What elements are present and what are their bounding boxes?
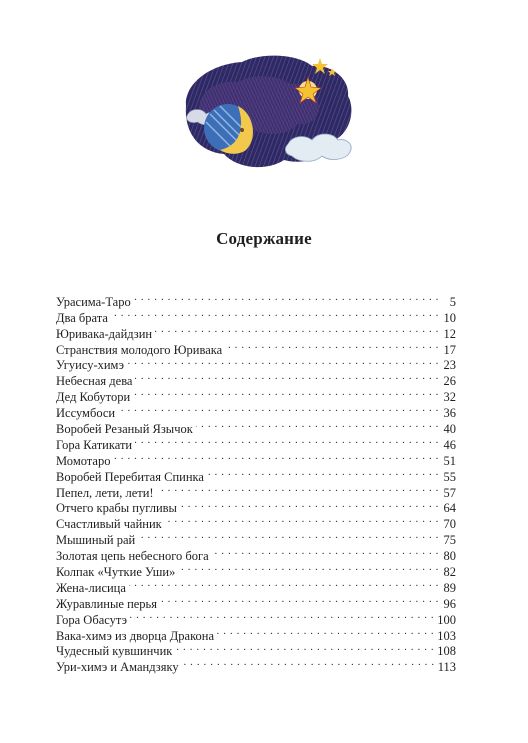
toc-entry-page-number: 70	[443, 517, 456, 532]
toc-entry-page-number: 40	[443, 422, 456, 437]
dot-leader	[130, 608, 434, 624]
dot-leader	[134, 290, 439, 306]
toc-entry-title: Иссумбоси	[56, 406, 116, 421]
toc-entry-page-number: 108	[437, 644, 456, 659]
dot-leader	[129, 576, 439, 592]
toc-entry-title: Гора Катикати	[56, 437, 133, 452]
dot-leader	[217, 624, 434, 640]
toc-entry-title: Урасима-Таро	[56, 294, 131, 309]
toc-entry-title: Воробей Перебитая Спинка	[56, 469, 204, 484]
dot-leader	[135, 433, 439, 449]
dot-leader	[157, 481, 439, 497]
toc-entry	[56, 322, 456, 341]
dot-leader	[178, 560, 439, 576]
toc-entry-page-number: 17	[443, 342, 456, 357]
dot-leader	[118, 401, 439, 417]
toc-entry-page-number: 113	[437, 660, 456, 675]
toc-entry-page-number: 36	[443, 406, 456, 421]
toc-entry-page-number: 5	[449, 294, 456, 309]
dot-leader	[175, 640, 434, 656]
toc-entry-title: Юривака-дайдзин	[56, 326, 153, 341]
dot-leader	[165, 512, 439, 528]
toc-entry-title: Чудесный кувшинчик	[56, 644, 173, 659]
toc-entry-page-number: 26	[443, 374, 456, 389]
toc-entry-page-number: 89	[443, 580, 456, 595]
toc-entry-page-number: 51	[443, 453, 456, 468]
dot-leader	[133, 385, 439, 401]
toc-entry-page-number: 103	[437, 628, 456, 643]
toc-entry-page-number: 80	[443, 549, 456, 564]
toc-entry-page-number: 75	[443, 533, 456, 548]
dot-leader	[196, 417, 439, 433]
toc-entry	[56, 290, 456, 309]
table-of-contents	[56, 290, 456, 675]
dot-leader	[111, 306, 439, 322]
toc-entry-title: Небесная дева	[56, 374, 133, 389]
night-sky-moon-star-picture	[180, 44, 358, 184]
toc-entry-title: Отчего крабы пугливы	[56, 501, 177, 516]
toc-entry-page-number: 100	[437, 612, 456, 627]
toc-entry-title: Золотая цепь небесного бога	[56, 549, 209, 564]
dot-leader	[225, 338, 439, 354]
dot-leader	[135, 369, 439, 385]
toc-entry	[56, 465, 456, 484]
toc-entry-page-number: 55	[443, 469, 456, 484]
contents-heading: Содержание	[216, 229, 312, 248]
toc-entry-title: Дед Кобутори	[56, 390, 131, 405]
dot-leader	[182, 655, 435, 671]
toc-entry-title: Пепел, лети, лети!	[56, 485, 154, 500]
toc-entry-title: Журавлиные перья	[56, 596, 158, 611]
toc-entry-title: Момотаро	[56, 453, 111, 468]
dot-leader	[212, 544, 439, 560]
toc-entry-title: Два брата	[56, 310, 108, 325]
toc-entry-page-number: 10	[443, 310, 456, 325]
night-sky-illustration	[180, 44, 358, 184]
dot-leader	[113, 449, 439, 465]
toc-entry-title: Гора Обасутэ	[56, 612, 128, 627]
toc-entry-page-number: 64	[443, 501, 456, 516]
dot-leader	[160, 592, 439, 608]
toc-entry-page-number: 12	[443, 326, 456, 341]
toc-entry-page-number: 23	[443, 358, 456, 373]
dot-leader	[180, 497, 439, 513]
toc-entry-title: Колпак «Чуткие Уши»	[56, 565, 176, 580]
toc-entry-page-number: 46	[443, 437, 456, 452]
toc-entry	[56, 306, 456, 325]
toc-entry-page-number: 96	[443, 596, 456, 611]
toc-entry-title: Странствия молодого Юривака	[56, 342, 223, 357]
dot-leader	[155, 322, 439, 338]
dot-leader	[207, 465, 439, 481]
toc-entry-title: Счастливый чайник	[56, 517, 162, 532]
toc-entry-page-number: 32	[443, 390, 456, 405]
toc-entry	[56, 449, 456, 468]
toc-entry-title: Жена-лисица	[56, 580, 126, 595]
dot-leader	[127, 354, 439, 370]
toc-entry-title: Мышиный рай	[56, 533, 136, 548]
toc-entry-page-number: 82	[443, 565, 456, 580]
toc-entry-title: Угуису-химэ	[56, 358, 124, 373]
toc-entry-title: Ури-химэ и Амандзяку	[56, 660, 179, 675]
toc-entry	[56, 417, 456, 437]
dot-leader	[138, 528, 439, 544]
toc-entry-title: Воробей Резаный Язычок	[56, 422, 193, 437]
toc-entry-title: Вака-химэ из дворца Дракона	[56, 628, 215, 643]
toc-entry-page-number: 57	[443, 485, 456, 500]
